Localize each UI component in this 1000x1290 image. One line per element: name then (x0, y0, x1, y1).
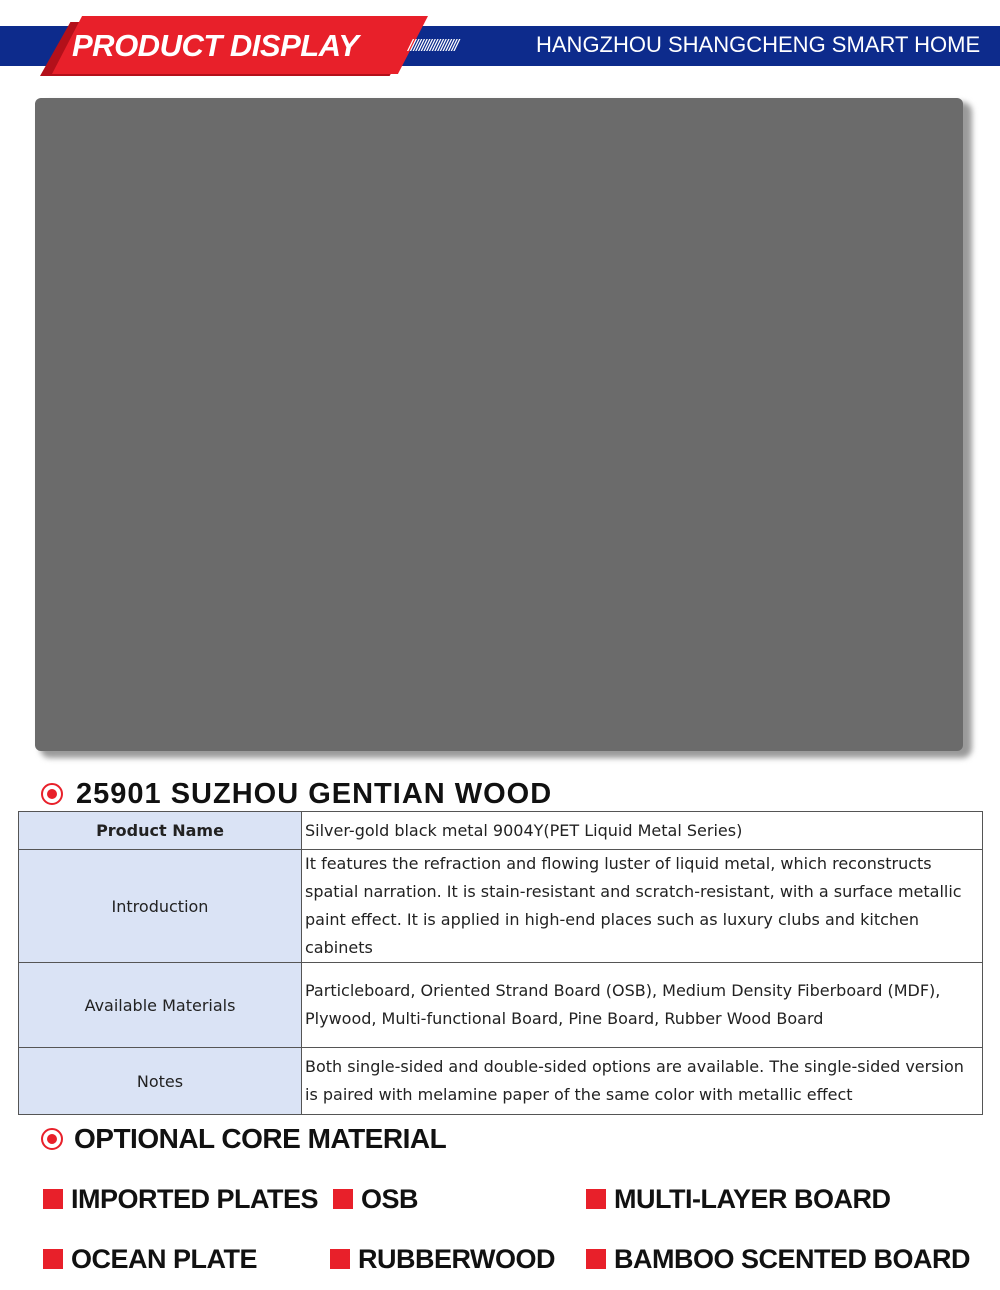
core-material-label: RUBBERWOOD (358, 1244, 555, 1274)
core-material-label: BAMBOO SCENTED BOARD (614, 1244, 971, 1274)
spec-value-notes: Both single-sided and double-sided options are available. The single-sided version is paired with melamine paper of the same color with metallic effect (302, 1048, 983, 1115)
table-row (19, 963, 983, 1048)
table-row (19, 812, 983, 850)
core-material-label: OCEAN PLATE (71, 1244, 258, 1274)
red-square-icon (43, 1189, 63, 1209)
red-square-icon (330, 1249, 350, 1269)
spec-label-available-materials: Available Materials (19, 963, 302, 1048)
product-title-bullet-icon (41, 783, 63, 805)
spec-table (18, 811, 983, 1115)
banner-slash-decoration: ////////////////// (408, 36, 458, 55)
header-banner (0, 0, 1000, 80)
product-title: 25901 SUZHOU GENTIAN WOOD (76, 778, 553, 810)
core-material-bullet-icon (41, 1128, 63, 1150)
spec-value-introduction: It features the refraction and flowing luster of liquid metal, which reconstructs spatial narration. It is stain-resistant and scratch-resistant, with a surface metallic paint effect. It is applied in high-end places such as luxury clubs and kitchen cabinets (302, 850, 983, 963)
red-square-icon (586, 1189, 606, 1209)
core-material-label: MULTI-LAYER BOARD (614, 1184, 891, 1214)
core-material-title: OPTIONAL CORE MATERIAL (74, 1123, 447, 1154)
table-row (19, 1048, 983, 1115)
table-row (19, 850, 983, 963)
company-name: HANGZHOU SHANGCHENG SMART HOME (536, 32, 981, 57)
product-swatch-image (35, 98, 963, 751)
red-square-icon (586, 1249, 606, 1269)
spec-label-introduction: Introduction (19, 850, 302, 963)
spec-value-product-name: Silver-gold black metal 9004Y(PET Liquid Metal Series) (302, 812, 983, 850)
spec-value-available-materials: Particleboard, Oriented Strand Board (OSB), Medium Density Fiberboard (MDF), Plywood, Multi-functional Board, Pine Board, Rubber Wood Board (302, 963, 983, 1048)
core-material-label: IMPORTED PLATES (71, 1184, 319, 1214)
spec-label-notes: Notes (19, 1048, 302, 1115)
red-square-icon (43, 1249, 63, 1269)
spec-label-product-name: Product Name (19, 812, 302, 850)
core-material-label: OSB (361, 1184, 419, 1214)
red-square-icon (333, 1189, 353, 1209)
banner-title: PRODUCT DISPLAY (72, 28, 359, 63)
